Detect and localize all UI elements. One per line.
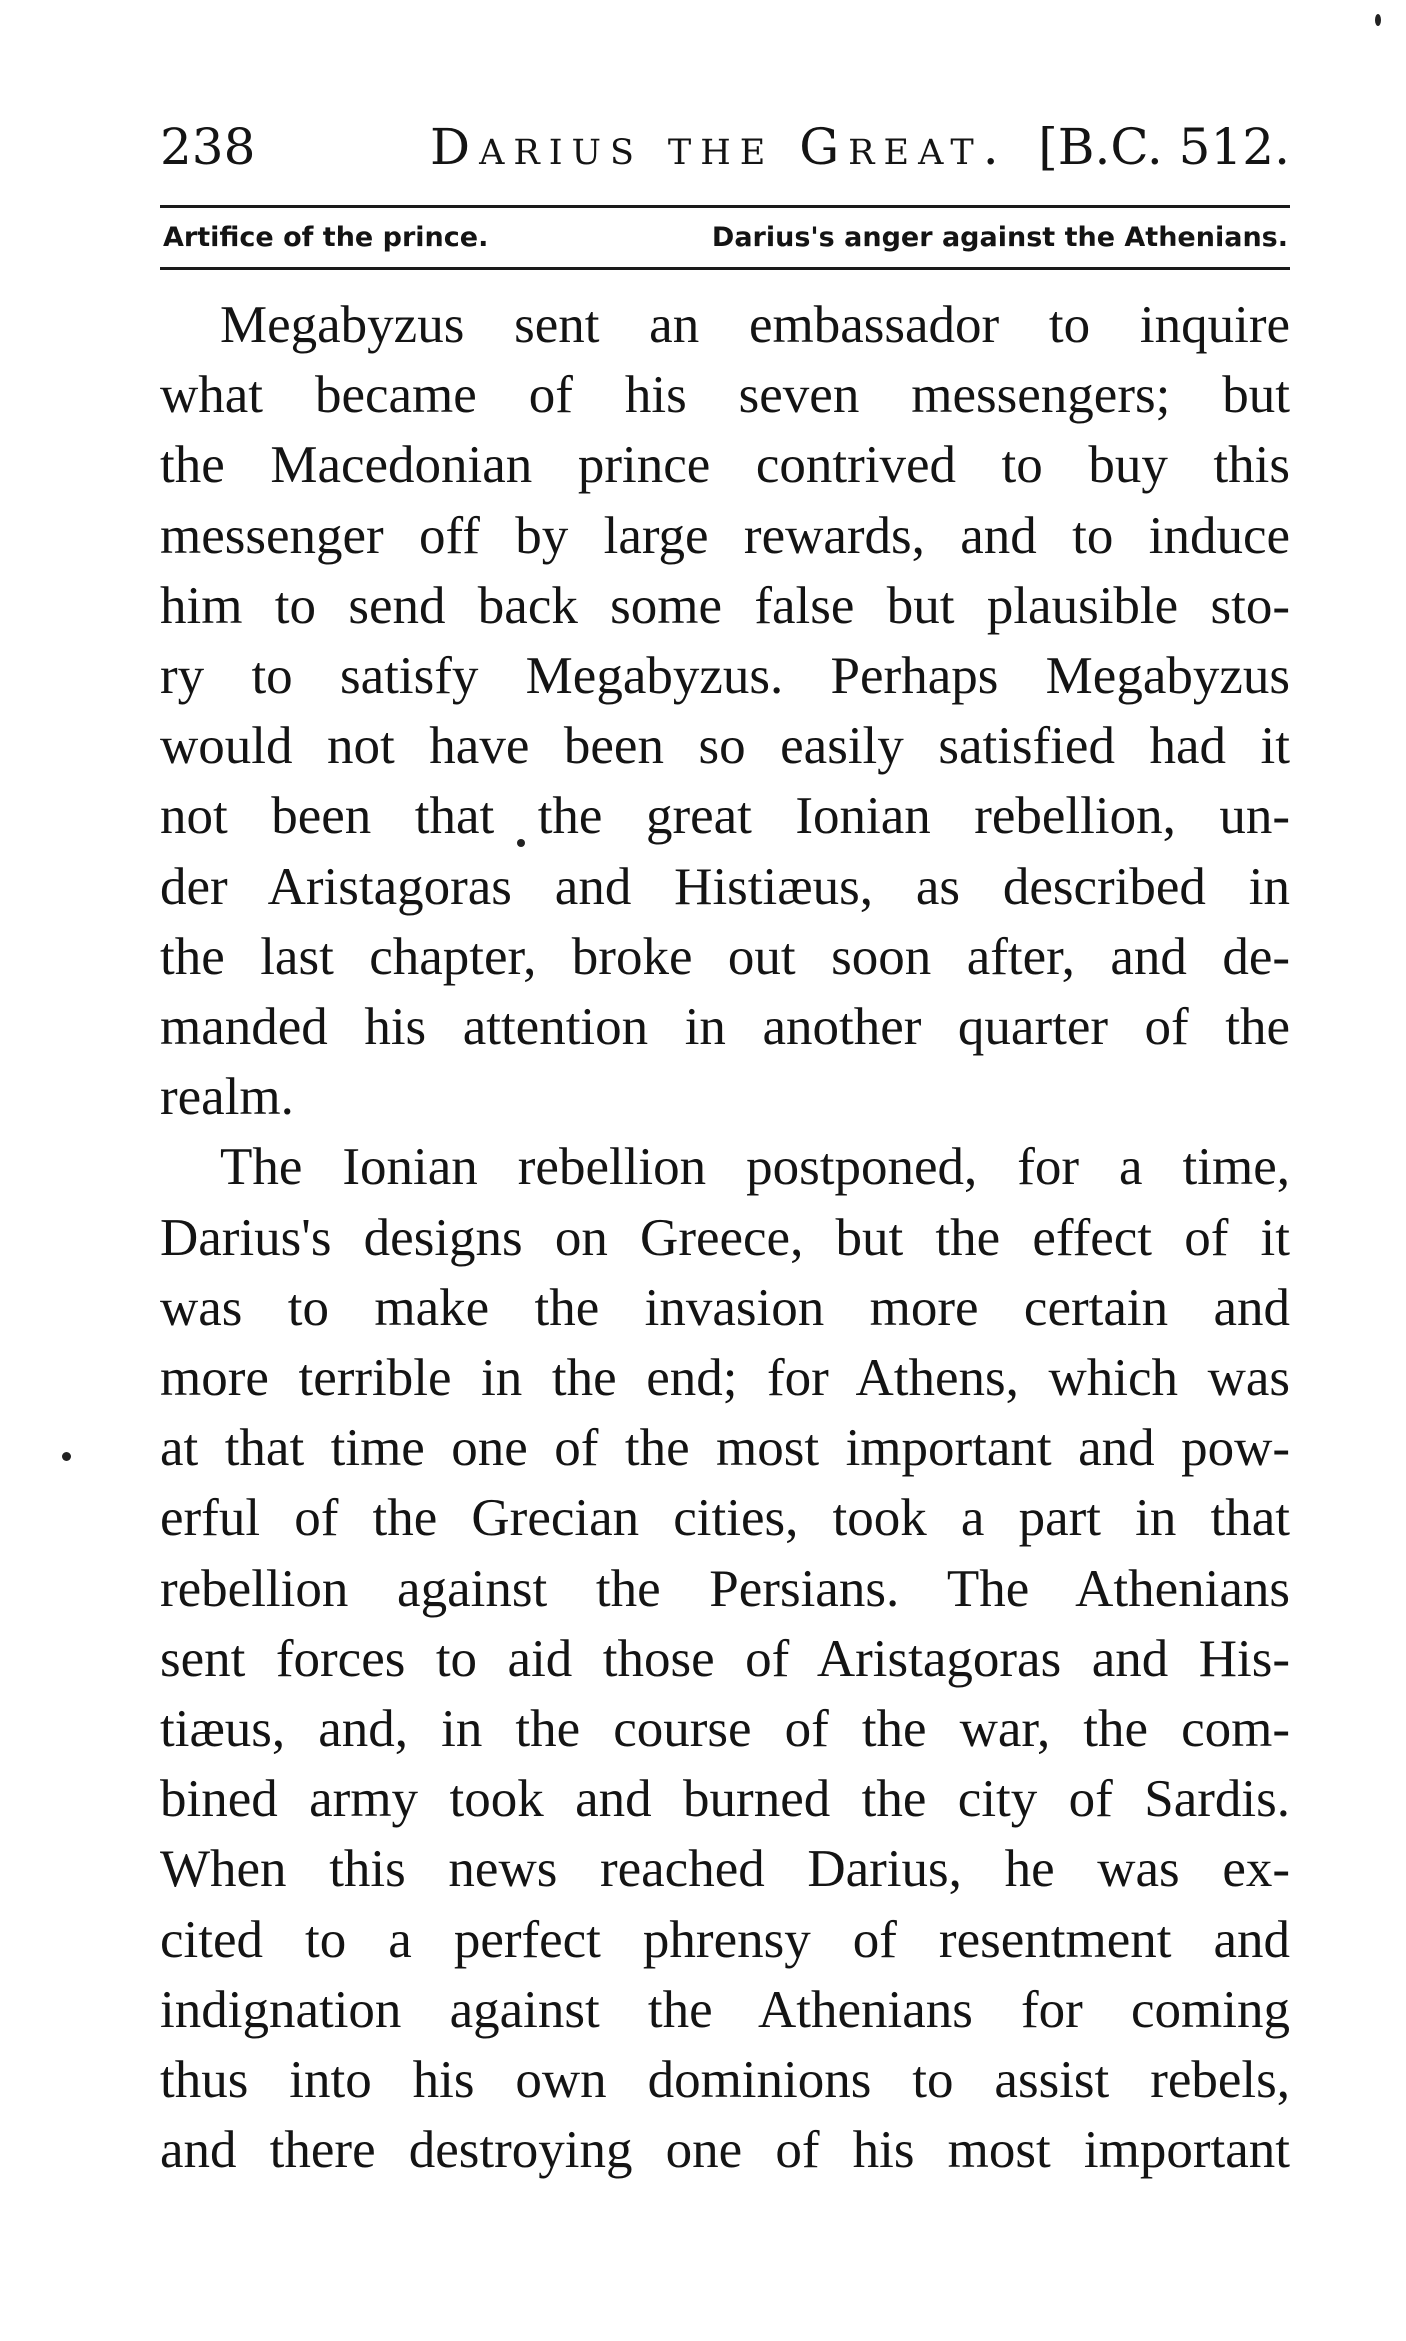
text-line: When this news reached Darius, he was ex-	[160, 1840, 1290, 1899]
text-line: erful of the Grecian cities, took a part in that	[160, 1489, 1290, 1548]
text-line: bined army took and burned the city of Sardis.	[160, 1770, 1290, 1829]
text-line: not been that the great Ionian rebellion, un-	[160, 787, 1290, 846]
paragraph-1	[160, 290, 1290, 1132]
text-line: Megabyzus sent an embassador to inquire	[220, 296, 1290, 354]
text-line: the Macedonian prince contrived to buy this	[160, 436, 1290, 495]
running-head	[160, 112, 1290, 182]
book-title: Darius the Great.	[430, 118, 1008, 176]
text-line: the last chapter, broke out soon after, and de-	[160, 927, 1290, 986]
text-line: was to make the invasion more certain and	[160, 1278, 1290, 1337]
text-line: cited to a perfect phrensy of resentment and	[160, 1910, 1290, 1969]
header-rule-bottom	[160, 267, 1290, 270]
text-line: thus into his own dominions to assist rebels,	[160, 2051, 1290, 2110]
text-line: indignation against the Athenians for coming	[160, 1980, 1290, 2039]
side-note-left: Artifice of the prince.	[163, 222, 489, 253]
text-line: Darius's designs on Greece, but the effect of it	[160, 1208, 1290, 1267]
text-line: rebellion against the Persians. The Athenians	[160, 1559, 1290, 1618]
text-line: messenger off by large rewards, and to induce	[160, 506, 1290, 565]
text-line: ry to satisfy Megabyzus. Perhaps Megabyzus	[160, 647, 1290, 706]
text-line: manded his attention in another quarter of the	[160, 998, 1290, 1057]
side-note-right: Darius's anger against the Athenians.	[711, 222, 1288, 253]
text-line: sent forces to aid those of Aristagoras and His-	[160, 1629, 1290, 1688]
text-line: realm.	[160, 1068, 294, 1127]
text-line: der Aristagoras and Histiæus, as described in	[160, 857, 1290, 916]
ink-speck-margin	[62, 1452, 71, 1461]
text-line: would not have been so easily satisfied had it	[160, 717, 1290, 776]
text-line: what became of his seven messengers; but	[160, 366, 1290, 425]
text-line: The Ionian rebellion postponed, for a time,	[220, 1138, 1290, 1197]
date-range: [B.C. 512.	[1038, 118, 1290, 176]
page-number: 238	[160, 118, 256, 176]
paragraph-2	[160, 1132, 1290, 2185]
body-text	[160, 290, 1290, 2185]
text-line: and there destroying one of his most important	[160, 2121, 1290, 2180]
header-rule-top	[160, 205, 1290, 208]
text-line: at that time one of the most important and pow-	[160, 1419, 1290, 1478]
ink-speck-top-right	[1375, 14, 1381, 26]
text-line: tiæus, and, in the course of the war, the com-	[160, 1700, 1290, 1759]
text-line: him to send back some false but plausible sto-	[160, 576, 1290, 635]
text-line: more terrible in the end; for Athens, which was	[160, 1349, 1290, 1408]
